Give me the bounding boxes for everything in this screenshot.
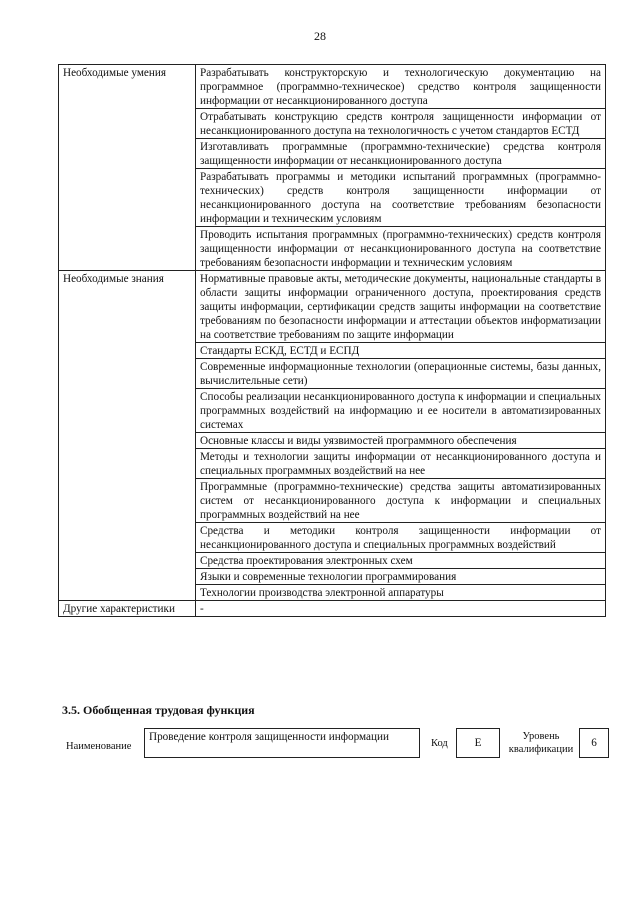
requirement-item: Разрабатывать конструкторскую и технологическую документацию на программное (программно-техническое) средство контроля защищенности информации от несанкционированного доступа [196, 65, 606, 109]
requirement-item: Технологии производства электронной аппаратуры [196, 585, 606, 601]
function-name-field: Проведение контроля защищенности информации [144, 728, 420, 758]
requirement-item: Программные (программно-технические) средства защиты автоматизированных систем от несанкционированного доступа к информации и специальных программных воздействий на нее [196, 479, 606, 523]
requirement-item: Нормативные правовые акты, методические документы, национальные стандарты в области защиты информации ограниченного доступа, проектирования средств защиты информации, сертификации средств защиты информации на соответствие требованиям по безопасности информации и аттестации объектов информатизации на соответствие требованиям по защите информации [196, 271, 606, 343]
section-heading: 3.5. Обобщенная трудовая функция [62, 703, 255, 717]
requirement-item: - [196, 601, 606, 617]
generalized-function-row [62, 728, 610, 768]
requirement-item: Средства и методики контроля защищенности информации от несанкционированного доступа и специальных программных воздействий [196, 523, 606, 553]
requirement-item: Отрабатывать конструкцию средств контроля защищенности информации от несанкционированного доступа на технологичность с учетом стандартов ЕСТД [196, 109, 606, 139]
requirement-item: Разрабатывать программы и методики испытаний программных (программно-технических) средств контроля защищенности информации от несанкционированного доступа на соответствие требованиям безопасности информации и техническим условиям [196, 169, 606, 227]
requirement-item: Проводить испытания программных (программно-технических) средств контроля защищенности информации от несанкционированного доступа на соответствие требованиям безопасности информации и техническим условиям [196, 227, 606, 271]
requirement-item: Изготавливать программные (программно-технические) средства контроля защищенности информации от несанкционированного доступа [196, 139, 606, 169]
requirement-item: Стандарты ЕСКД, ЕСТД и ЕСПД [196, 343, 606, 359]
requirements-table-body [59, 65, 606, 617]
qualification-level-field: 6 [579, 728, 609, 758]
requirement-item: Языки и современные технологии программирования [196, 569, 606, 585]
page-number: 28 [314, 29, 326, 43]
category-cell: Необходимые умения [59, 65, 196, 271]
requirement-item: Методы и технологии защиты информации от несанкционированного доступа и специальных программных воздействий на нее [196, 449, 606, 479]
requirement-item: Современные информационные технологии (операционные системы, базы данных, вычислительные сети) [196, 359, 606, 389]
name-label: Наименование [66, 741, 132, 752]
code-label: Код [431, 738, 448, 749]
table-row [59, 271, 606, 343]
requirement-item: Основные классы и виды уязвимостей программного обеспечения [196, 433, 606, 449]
table-row [59, 65, 606, 109]
category-cell: Необходимые знания [59, 271, 196, 601]
requirements-table [58, 64, 606, 617]
table-row [59, 601, 606, 617]
function-code-field: E [456, 728, 500, 758]
requirement-item: Способы реализации несанкционированного доступа к информации и специальных программных воздействий на информацию и ее носители в автоматизированных системах [196, 389, 606, 433]
category-cell: Другие характеристики [59, 601, 196, 617]
qualification-level-label: Уровень квалификации [508, 731, 574, 755]
requirement-item: Средства проектирования электронных схем [196, 553, 606, 569]
